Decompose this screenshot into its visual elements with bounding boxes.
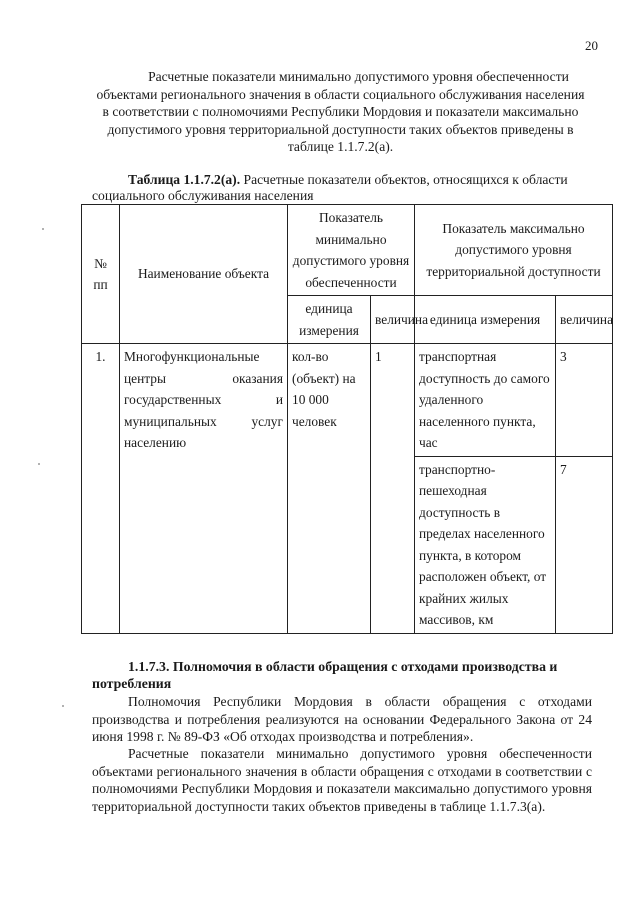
row-min-value: 1 bbox=[371, 344, 415, 634]
row-min-unit: кол-во (объект) на 10 000 человек bbox=[288, 344, 371, 634]
page-number: 20 bbox=[585, 38, 598, 53]
table-caption bbox=[92, 172, 589, 204]
header-name: Наименование объекта bbox=[120, 205, 288, 344]
scan-speck bbox=[42, 228, 44, 230]
section-heading-text: 1.1.7.3. Полномочия в области обращения с отходами производства и потребления bbox=[92, 659, 558, 691]
row-num: 1. bbox=[82, 344, 120, 634]
row-access-unit-1: транспортная доступность до самого удаленного населенного пункта, час bbox=[415, 344, 556, 457]
scan-speck bbox=[38, 463, 40, 465]
header-min-group: Показатель минимально допустимого уровня обеспеченности bbox=[288, 205, 415, 296]
header-num: № пп bbox=[82, 205, 120, 344]
header-max-unit: единица измерения bbox=[415, 296, 556, 344]
objects-table bbox=[81, 204, 613, 634]
row-access-unit-2: транспортно-пешеходная доступность в пределах населенного пункта, в котором расположен объект, от крайних жилых массивов, км bbox=[415, 456, 556, 633]
header-max-group: Показатель максимально допустимого уровня территориальной доступности bbox=[415, 205, 613, 296]
section-heading bbox=[92, 658, 592, 692]
scan-speck bbox=[62, 705, 64, 707]
row-access-value-2: 7 bbox=[556, 456, 613, 633]
intro-paragraph: Расчетные показатели минимально допустимого уровня обеспеченности объектами регионального значения в области социального обслуживания населения в соответствии с полномочиями Республики Мордовия и показатели максимально допустимого уровня территориальной доступности таких объектов приведены в таблице 1.1.7.2(а). bbox=[96, 69, 585, 154]
section-paragraph-2: Расчетные показатели минимально допустимого уровня обеспеченности объектами регионального значения в области обращения с отходами в соответствии с полномочиями Республики Мордовия и показатели максимально допустимого уровня территориальной доступности таких объектов приведены в таблице 1.1.7.3(а). bbox=[92, 746, 592, 814]
header-max-value: величина bbox=[556, 296, 613, 344]
row-name: Многофункциональные центры оказания государственных и муниципальных услуг населению bbox=[120, 344, 288, 634]
header-min-value: величина bbox=[371, 296, 415, 344]
table-caption-text: Расчетные показатели объектов, относящихся к области социального обслуживания населения bbox=[92, 172, 568, 203]
row-access-value-1: 3 bbox=[556, 344, 613, 457]
table-row bbox=[82, 344, 613, 457]
section-paragraph-1: Полномочия Республики Мордовия в области обращения с отходами производства и потребления реализуются на основании Федерального Закона от 24 июня 1998 г. № 89-ФЗ «Об отходах производства и потребления». bbox=[92, 694, 592, 744]
table-caption-label: Таблица 1.1.7.2(а). bbox=[128, 172, 241, 187]
header-min-unit: единица измерения bbox=[288, 296, 371, 344]
